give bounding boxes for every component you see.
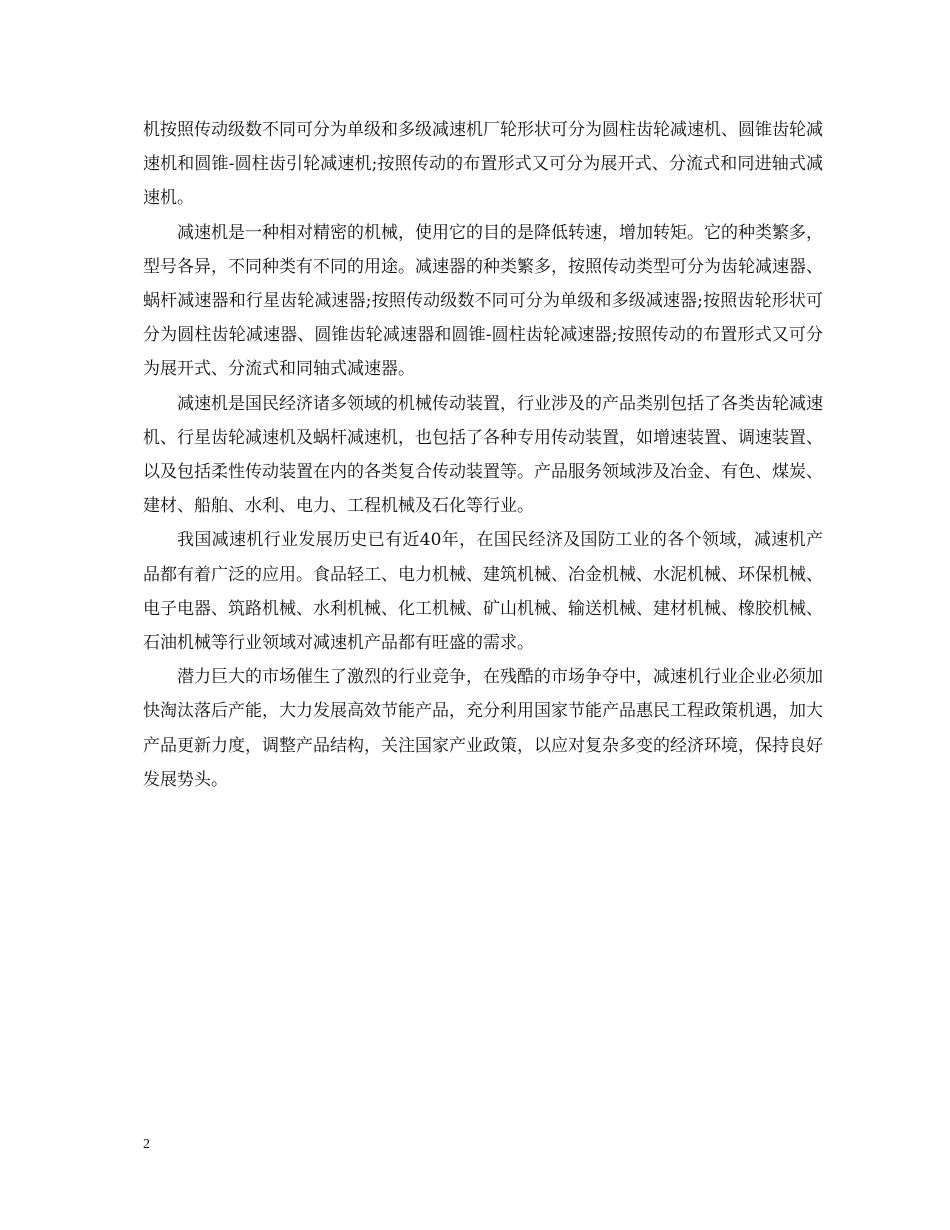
paragraph-industry-scope: 减速机是国民经济诸多领域的机械传动装置，行业涉及的产品类别包括了各类齿轮减速机、行星齿轮减速机及蜗杆减速机，也包括了各种专用传动装置，如增速装置、调速装置、以及包括柔性传动装置在内的各类复合传动装置等。产品服务领域涉及冶金、有色、煤炭、建材、船舶、水利、电力、工程机械及石化等行业。 [143, 393, 823, 517]
paragraph-industry-history: 我国减速机行业发展历史已有近40年，在国民经济及国防工业的各个领域，减速机产品都有着广泛的应用。食品轻工、电力机械、建筑机械、冶金机械、水泥机械、环保机械、电子电器、筑路机械、水利机械、化工机械、矿山机械、输送机械、建材机械、橡胶机械、石油机械等行业领域对减速机产品都有旺盛的需求。 [143, 530, 823, 654]
page-number: 2 [143, 1137, 150, 1152]
paragraph-continuation: 机按照传动级数不同可分为单级和多级减速机厂轮形状可分为圆柱齿轮减速机、圆锥齿轮减速机和圆锥-圆柱齿引轮减速机;按照传动的布置形式又可分为展开式、分流式和同进轴式减速机。 [143, 120, 823, 209]
paragraph-reducer-overview: 减速机是一种相对精密的机械，使用它的目的是降低转速，增加转矩。它的种类繁多，型号各异，不同种类有不同的用途。减速器的种类繁多，按照传动类型可分为齿轮减速器、蜗杆减速器和行星齿轮减速器;按照传动级数不同可分为单级和多级减速器;按照齿轮形状可分为圆柱齿轮减速器、圆锥齿轮减速器和圆锥-圆柱齿轮减速器;按照传动的布置形式又可分为展开式、分流式和同轴式减速器。 [143, 222, 823, 380]
document-body [143, 113, 823, 797]
paragraph-market-competition: 潜力巨大的市场催生了激烈的行业竞争，在残酷的市场争夺中，减速机行业企业必须加快淘汰落后产能，大力发展高效节能产品，充分利用国家节能产品惠民工程政策机遇，加大产品更新力度，调整产品结构，关注国家产业政策，以应对复杂多变的经济环境，保持良好发展势头。 [143, 667, 823, 790]
